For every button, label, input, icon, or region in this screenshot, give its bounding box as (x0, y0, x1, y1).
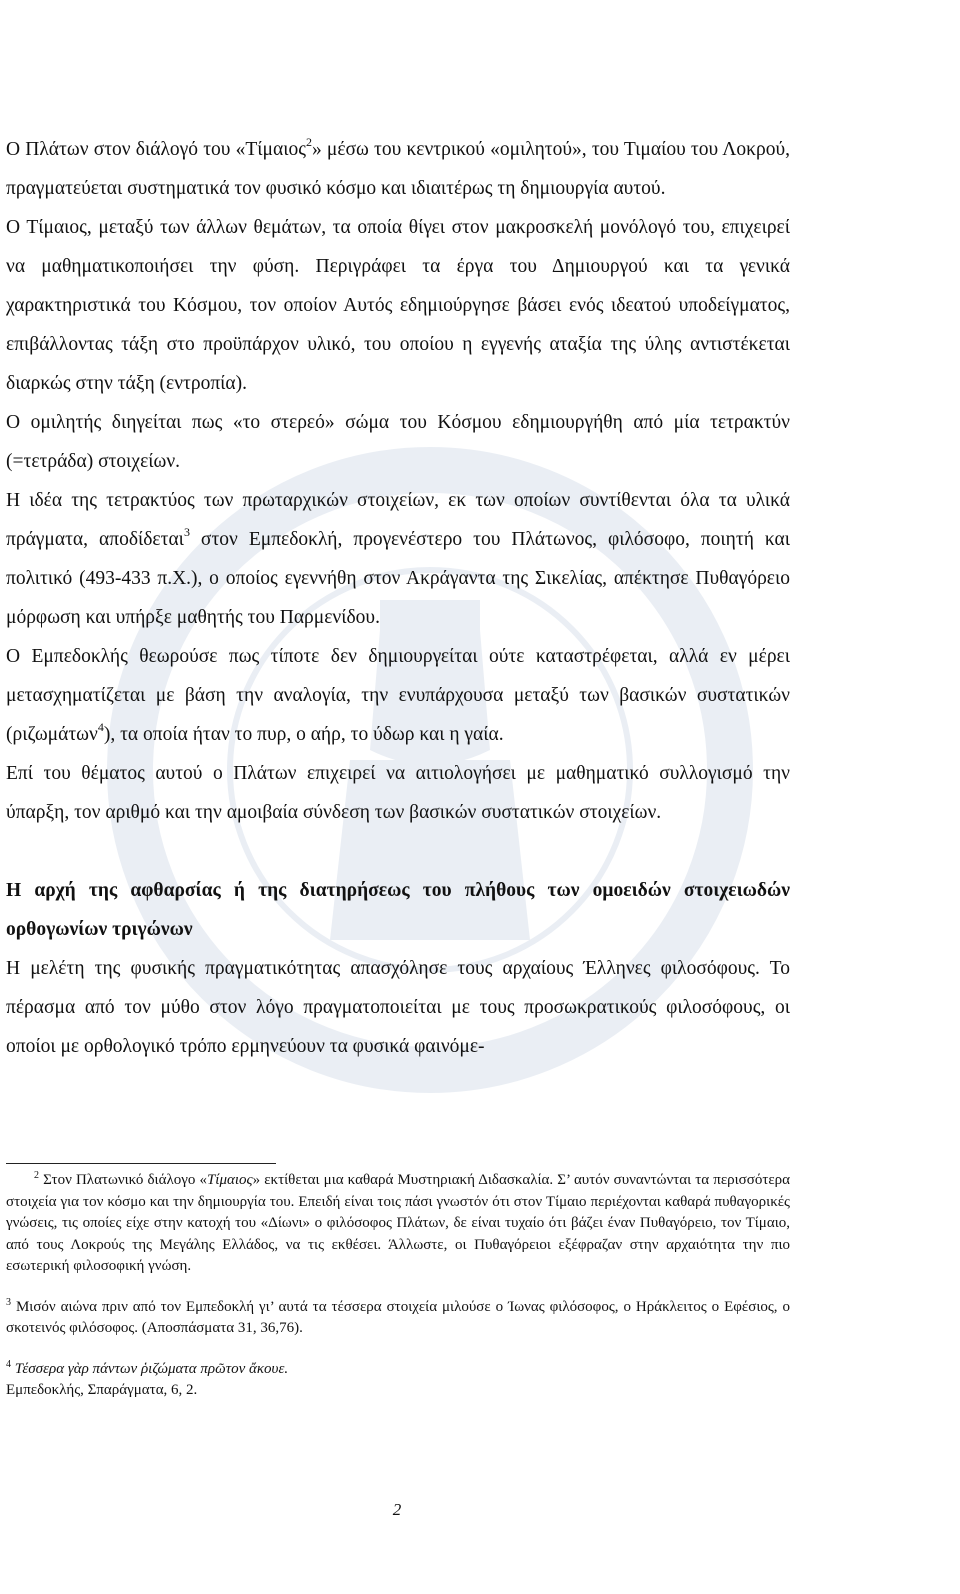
paragraph-6: Επί του θέματος αυτού ο Πλάτων επιχειρεί να αιτιολογήσει με μαθηματικό συλλογισμό την ύπαρξη, τον αριθμό και την αμοιβαία σύνδεση των βασικών συστατικών στοιχείων. (6, 763, 790, 823)
paragraph-1: Ο Πλάτων στον διάλογό του «Τίμαιος$^2$» μέσω του κεντρικού «ομιλητού», του Τιμαίου του Λοκρού, πραγματεύεται συστηματικά τον φυσικό κόσμο και ιδιαιτέρως τη δημιουργία αυτού. (6, 134, 790, 199)
footnote-gap (6, 1340, 790, 1359)
footnote-3: $^3$ Μισόν αιώνα πριν από τον Εμπεδοκλή γι’ αυτά τα τέσσερα στοιχεία μιλούσε ο Ίωνας φιλόσοφος, ο Ηράκλειτος ο Εφέσιος, ο σκοτεινός φιλόσοφος. (Αποσπάσματα 31, 36,76). (6, 1296, 790, 1336)
footnote-ref-3[interactable]: 3 (183, 524, 190, 539)
paragraph-2: Ο Τίμαιος, μεταξύ των άλλων θεμάτων, τα οποία θίγει στον μακροσκελή μονόλογό του, επιχειρεί να μαθηματικοποιήσει την φύση. Περιγράφει τα έργα του Δημιουργού και τα γενικά χαρακτηριστικά του Κόσμου, τον οποίον Αυτός εδημιούργησε βάσει ενός ιδεατού υποδείγματος, επιβάλλοντας τάξη στο προϋπάρχον υλικό, του οποίου η εγγενής αταξία της ύλης αντιστέκεται διαρκώς στην τάξη (εντροπία). (6, 217, 790, 394)
section-gap (6, 832, 790, 871)
footnote-2: $^2$ Στον Πλατωνικό διάλογο «Τίμαιος» εκτίθεται μια καθαρά Μυστηριακή Διδασκαλία. Σ’ αυτόν συναντώνται τα περισσότερα στοιχεία για τον κόσμο και την δημιουργία του. Επειδή είναι τοις πάσι γνωστόν ότι στον Τίμαιο περιέχονται καθαρά πυθαγορικές γνώσεις, τις οποίες είχε στην κατοχή του «Δίωνι» ο φιλόσοφος Πλάτων, δε είναι τυχαίο ότι βάζει έναν Πυθαγόρειο, τον Τίμαιο, από τους Λοκρούς της Μεγάλης Ελλάδος, να τις εκθέσει. Άλλωστε, οι Πυθαγόρειοι εξέφραζαν στην αρχαιότητα την πιο εσωτερική φιλοσοφική γνώση. (6, 1170, 791, 1274)
paragraph-5: Ο Εμπεδοκλής θεωρούσε πως τίποτε δεν δημιουργείται ούτε καταστρέφεται, αλλά εν μέρει μετασχηματίζεται με βάση την αναλογία, την ενυπάρχουσα μεταξύ των βασικών συστατικών (ριζωμάτων$^4$), τα οποία ήταν το πυρ, ο αήρ, το ύδωρ και η γαία. (6, 646, 790, 745)
footnote-ref-2[interactable]: 2 (305, 134, 312, 149)
main-text (6, 130, 790, 1066)
page-number: 2 (392, 1500, 402, 1519)
footnote-ref-4[interactable]: 4 (97, 719, 104, 734)
footnote-gap (6, 1278, 790, 1297)
footnote-4: $^4$ Τέσσερα γὰρ πάντων ῥιζώματα πρῶτον ἄκουε. (6, 1358, 289, 1377)
section-heading: Η αρχή της αφθαρσίας ή της διατηρήσεως του πλήθους των ομοειδών στοιχειωδών ορθογωνίων τριγώνων (6, 880, 790, 940)
paragraph-3: Ο ομιλητής διηγείται πως «το στερεό» σώμα του Κόσμου εδημιουργήθη από μία τετρακτύν (=τετράδα) στοιχείων. (6, 412, 790, 472)
footnote-4-source: Εμπεδοκλής, Σπαράγματα, 6, 2. (6, 1382, 198, 1398)
footnotes (6, 1170, 790, 1402)
footnote-separator (6, 1163, 276, 1164)
paragraph-4: Η ιδέα της τετρακτύος των πρωταρχικών στοιχείων, εκ των οποίων συντίθενται όλα τα υλικά πράγματα, αποδίδεται$^3$ στον Εμπεδοκλή, προγενέστερο του Πλάτωνος, φιλόσοφο, ποιητή και πολιτικό (493-433 π.Χ.), ο οποίος εγεννήθη στον Ακράγαντα της Σικελίας, απέκτησε Πυθαγόρειο μόρφωση και υπήρξε μαθητής του Παρμενίδου. (6, 490, 791, 628)
paragraph-7: Η μελέτη της φυσικής πραγματικότητας απασχόλησε τους αρχαίους Έλληνες φιλοσόφους. Το πέρασμα από τον μύθο στον λόγο πραγματοποιείται με τους προσωκρατικούς φιλοσόφους, οι οποίοι με ορθολογικό τρόπο ερμηνεύουν τα φυσικά φαινόμε- (6, 958, 790, 1057)
